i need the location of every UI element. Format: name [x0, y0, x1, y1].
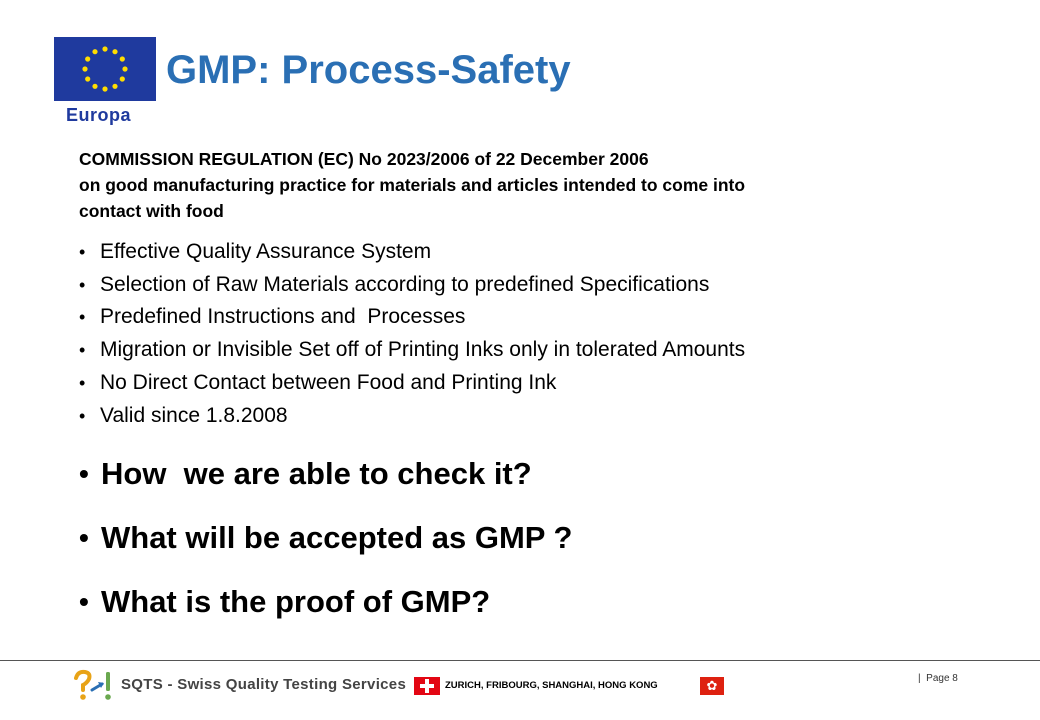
list-item-text: Valid since 1.8.2008 — [100, 403, 288, 427]
list-item-text: No Direct Contact between Food and Printing Ink — [100, 370, 557, 394]
bullet-icon: • — [79, 242, 86, 262]
list-item — [79, 301, 745, 334]
list-item-text: Migration or Invisible Set off of Printing Inks only in tolerated Amounts — [100, 338, 746, 362]
list-item — [79, 269, 745, 302]
bullet-icon: • — [79, 372, 86, 393]
list-item — [79, 400, 745, 433]
regulation-line-2: on good manufacturing practice for materials and articles intended to come into — [79, 175, 746, 195]
company-name: SQTS - Swiss Quality Testing Services — [121, 676, 407, 693]
bullet-icon: • — [79, 586, 89, 617]
list-item-text: Effective Quality Assurance System — [100, 240, 432, 263]
bullet-icon: • — [79, 522, 89, 553]
list-item-text: Selection of Raw Materials according to predefined Specifications — [100, 272, 710, 296]
list-item — [79, 236, 745, 269]
swiss-flag-icon — [414, 677, 440, 695]
eu-stars-icon — [54, 37, 156, 101]
regulation-line-1: COMMISSION REGULATION (EC) No 2023/2006 of 22 December 2006 — [79, 149, 649, 169]
footer-divider — [0, 660, 1040, 661]
question-item — [79, 510, 572, 574]
bullet-icon: • — [79, 405, 86, 426]
question-text: What is the proof of GMP? — [101, 584, 491, 619]
list-item — [79, 334, 745, 367]
question-text: What will be accepted as GMP ? — [101, 520, 573, 555]
page-number: | Page 8 — [918, 673, 958, 684]
office-locations: ZURICH, FRIBOURG, SHANGHAI, HONG KONG — [445, 680, 658, 691]
bullet-icon: • — [79, 307, 86, 328]
questions-list — [79, 446, 572, 638]
regulation-heading — [79, 146, 1009, 224]
eu-logo-label: Europa — [66, 105, 132, 125]
regulation-line-3: contact with food — [79, 201, 224, 221]
bullet-icon: • — [79, 458, 89, 489]
bullet-icon: • — [79, 274, 86, 295]
requirements-list — [79, 236, 745, 432]
list-item — [79, 367, 745, 400]
bullet-icon: • — [79, 340, 86, 361]
eu-logo — [54, 37, 156, 127]
eu-flag-icon — [54, 37, 156, 101]
question-item — [79, 574, 572, 638]
list-item-text: Predefined Instructions and Processes — [100, 305, 466, 329]
hong-kong-flag-icon: ✿ — [700, 677, 724, 695]
page-title: GMP: Process-Safety — [166, 48, 571, 92]
sqts-logo-icon — [68, 668, 114, 704]
question-item — [79, 446, 572, 510]
question-text: How we are able to check it? — [101, 456, 532, 491]
